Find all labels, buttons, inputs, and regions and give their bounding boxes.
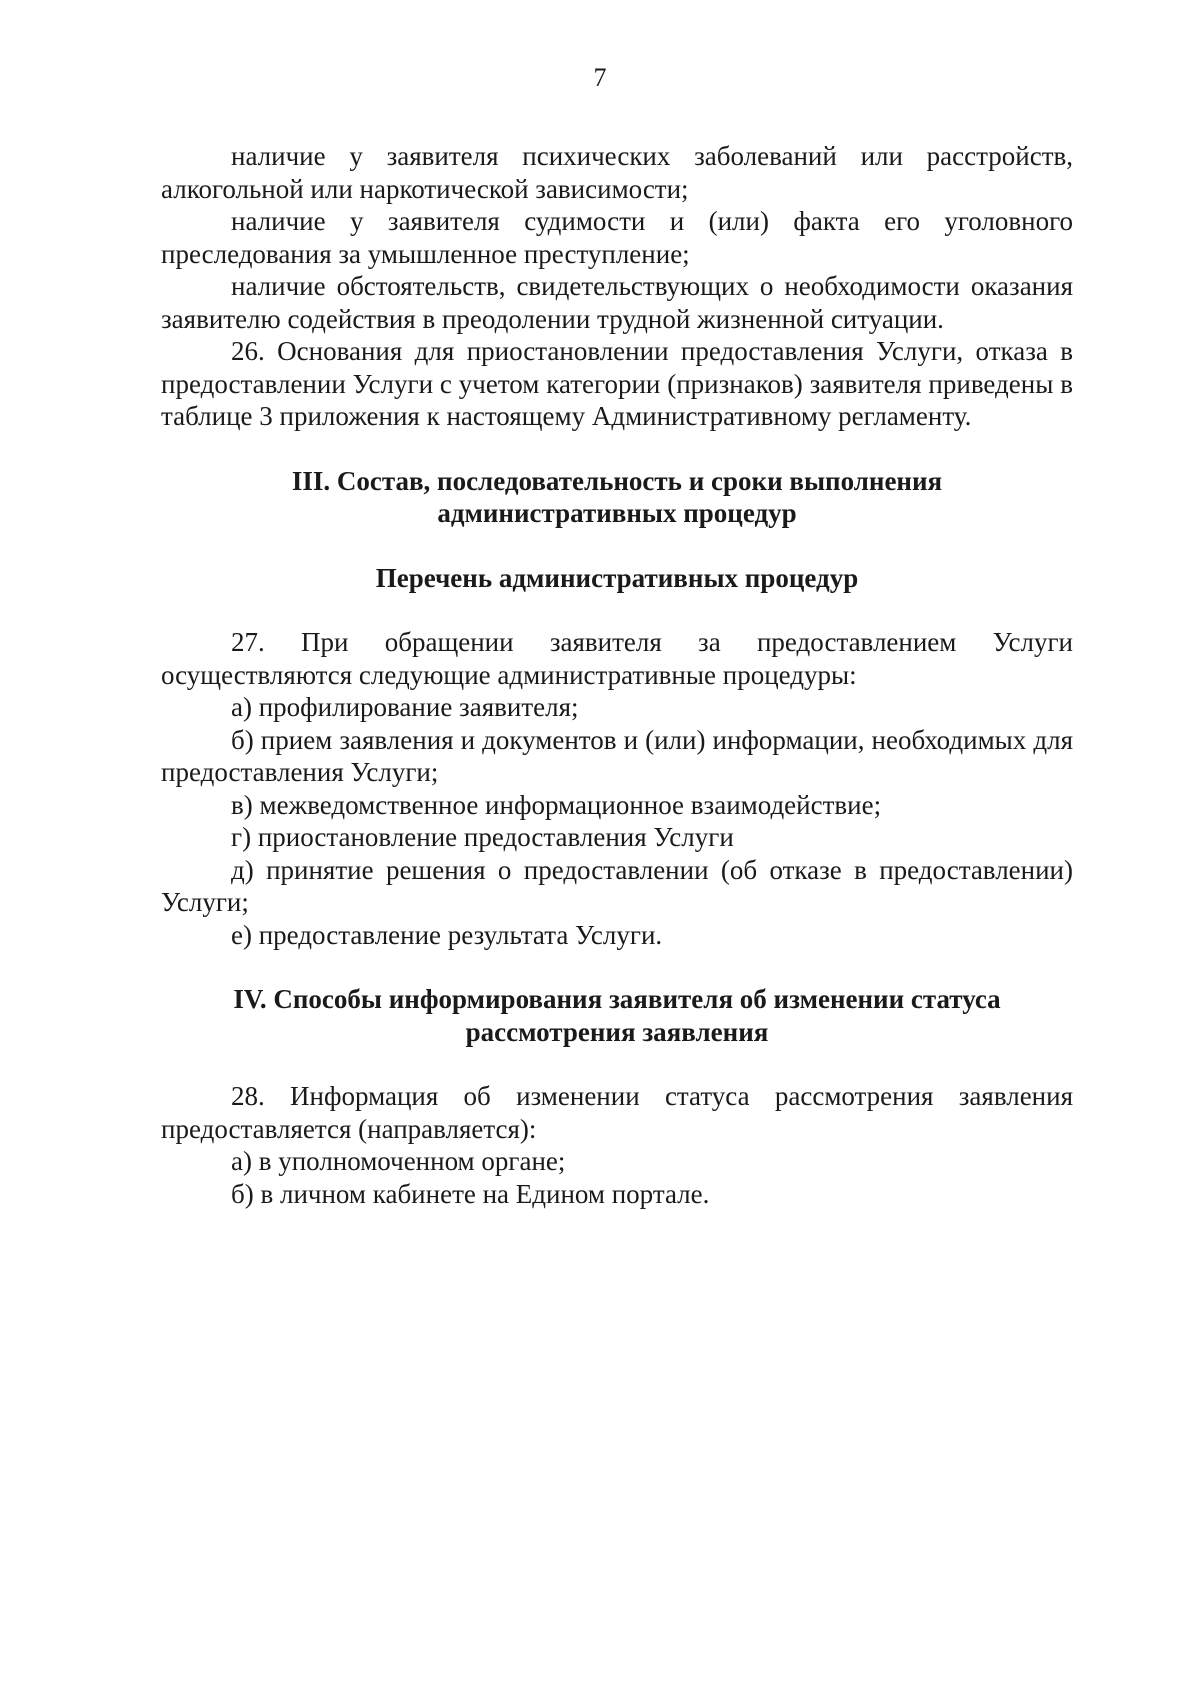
procedure-item-e: е) предоставление результата Услуги. [231, 919, 663, 950]
procedure-item-v: в) межведомственное информационное взаимодействие; [231, 789, 882, 820]
procedure-item-a: а) профилирование заявителя; [231, 692, 579, 722]
document-body [161, 140, 1073, 1210]
paragraph-27: 27. При обращении заявителя за предоставлением Услуги осуществляются следующие административные процедуры: [161, 627, 1073, 690]
paragraph-criminal-record: наличие у заявителя судимости и (или) факта его уголовного преследования за умышленное преступление; [161, 206, 1073, 269]
paragraph-difficult-situation: наличие обстоятельств, свидетельствующих о необходимости оказания заявителю содействия в преодолении трудной жизненной ситуации. [161, 271, 1073, 334]
status-item-a: а) в уполномоченном органе; [231, 1146, 566, 1176]
paragraph-28: 28. Информация об изменении статуса рассмотрения заявления предоставляется (направляется): [161, 1081, 1073, 1144]
section-3-title-line-2: административных процедур [437, 498, 797, 528]
procedure-item-g: г) приостановление предоставления Услуги [231, 822, 734, 852]
procedure-item-d: д) принятие решения о предоставлении (об отказе в предоставлении) Услуги; [161, 854, 1073, 917]
paragraph-mental-illness: наличие у заявителя психических заболеваний или расстройств, алкогольной или наркотической зависимости; [161, 141, 1073, 204]
page-number: 7 [593, 63, 607, 92]
section-3-title-line-1: III. Состав, последовательность и сроки выполнения [291, 465, 943, 496]
paragraph-26: 26. Основания для приостановлении предоставления Услуги, отказа в предоставлении Услуги с учетом категории (признаков) заявителя приведены в таблице 3 приложения к настоящему Административному регламенту. [161, 336, 1073, 431]
section-4-title-line-1: IV. Способы информирования заявителя об изменении статуса [233, 984, 1001, 1014]
section-3-subtitle: Перечень административных процедур [375, 562, 859, 593]
status-item-b: б) в личном кабинете на Едином портале. [231, 1178, 710, 1209]
procedure-item-b: б) прием заявления и документов и (или) информации, необходимых для предоставления Услуги; [161, 724, 1073, 787]
section-4-title-line-2: рассмотрения заявления [465, 1016, 769, 1047]
